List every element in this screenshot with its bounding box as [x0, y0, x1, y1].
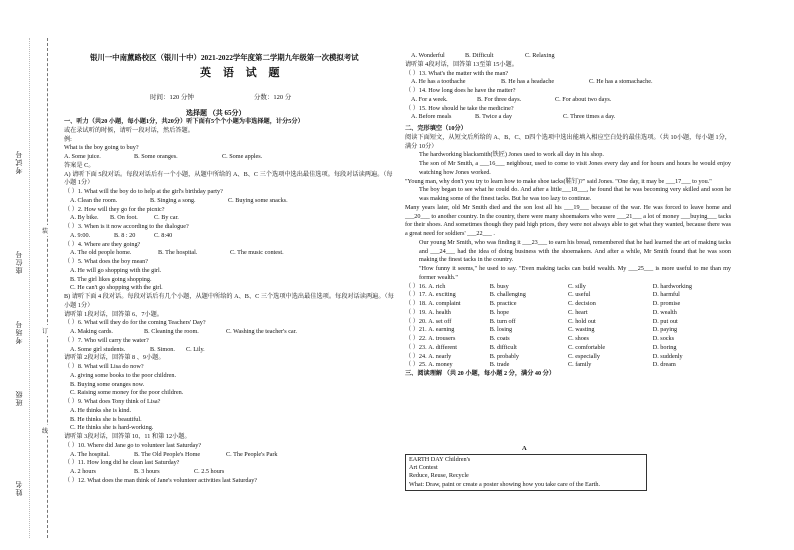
option: B. 8 : 20	[114, 231, 136, 239]
margin-label-room: 考场号	[15, 320, 23, 344]
cloze-option: B. trade	[489, 361, 510, 369]
option: C. The People's Park	[226, 450, 278, 458]
question-3-options	[64, 232, 398, 241]
cloze-option: （ ）19. A. health	[405, 308, 451, 316]
cloze-option: （ ）17. A. exciting	[405, 291, 456, 299]
cloze-option: C. especially	[567, 352, 600, 360]
part-b-instruction: B) 请听下面 4 段对话。每段对话后有几个小题，从题中所给的 A、B、C 三个选项中选出最佳选项。每段对话读两遍。（每小题 1分）	[64, 293, 394, 309]
option: A. For a week.	[411, 95, 448, 103]
question-9-option-c: C. He thinks she is hard-working.	[70, 424, 154, 432]
question-1-options	[64, 197, 398, 206]
margin-label-seat: 座位号	[15, 250, 23, 274]
cloze-option-row	[405, 344, 731, 353]
question-15: （ ）15. How should he take the medicine?	[405, 104, 514, 112]
option: A. By bike.	[70, 214, 99, 222]
cloze-option: D. put out	[652, 317, 678, 325]
section-1-title: 一、听力（共20 小题，每小题1分，共20分）听下面有5个个小题为非选择题，计分5分）	[64, 118, 304, 125]
passage-p5: Many years later, old Mr Smith died and the son lost all his ___19___ because of the war. He was forced to leave home and ___20___ to another country. In the country, there were many shoemakers who were ___21___ a lot of money ___buying___ tacks for their shoes. And sometimes though they paid high prices, they were not always able to get what they wanted, because there was a great need for soldiers' ___22___ .	[405, 203, 731, 237]
option: B. Twice a day	[475, 113, 512, 121]
option: A. Some girl students.	[70, 345, 126, 353]
option: B. Cleaning the room.	[144, 328, 199, 335]
cloze-option: （ ）23. A. different	[405, 343, 457, 351]
question-4-options	[64, 249, 398, 258]
cloze-option: （ ）16. A. rich	[405, 282, 446, 290]
question-14-options	[405, 96, 785, 105]
cloze-option: C. comfortable	[567, 343, 606, 351]
question-8-option-b: B. Buying some oranges now.	[70, 380, 145, 388]
option: B. Singing a song.	[150, 196, 196, 204]
cloze-option: （ ）18. A. complaint	[405, 300, 461, 307]
cloze-option-row	[405, 326, 731, 335]
cloze-option: C. heart	[567, 308, 588, 316]
question-9-option-a: A. He thinks she is kind.	[70, 406, 132, 414]
cloze-option: D. harmful	[652, 291, 680, 299]
question-5: （ ）5. What does the boy mean?	[64, 258, 149, 265]
cloze-option-row	[405, 283, 731, 292]
dialog-3-note: 请听第 3段对话，回答第 10、11 和第 12小题。	[64, 433, 191, 440]
margin-label-examno: 考试号	[15, 150, 23, 174]
dialog-4-note: 请听第 4段对话，回答第 13至第 15小题。	[405, 60, 518, 68]
cloze-options-table	[405, 283, 731, 371]
option: C. The music contest.	[230, 249, 284, 257]
passage-p6: Our young Mr Smith, who was finding it ___23___ to earn his bread, remembered that he had learned the art of making tacks and ___24___ had the idea of doing business with the shoemakers. And after a while, Mr Smith found that he was soon making the finest tacks in the country.	[419, 238, 731, 264]
cloze-option-row	[405, 335, 731, 344]
question-11-options	[64, 468, 398, 477]
passage-p1: The hardworking blacksmith(铁匠) Jones used to work all day in his shop.	[419, 151, 604, 159]
cloze-option-row	[405, 353, 731, 362]
cloze-option: B. probably	[489, 352, 519, 360]
cloze-option: D. wealth	[652, 308, 677, 316]
passage-p4: The boy began to see what he could do. And after a little___18___, he found that he was becoming very skilled and soon he was making some of the finest tacks. But he was too lazy to continue.	[419, 186, 731, 202]
option: A. 2 hours	[70, 468, 96, 475]
cloze-option: B. challenging	[489, 291, 526, 299]
question-4: （ ）4. Where are they going?	[64, 240, 141, 248]
exam-score: 分数：120 分	[253, 94, 292, 101]
section-3-title: 三、阅读理解 （共 20 小题，每小题 2 分，满分 40 分）	[405, 370, 556, 377]
question-5-option-c: C. He can't go shopping with the girl.	[70, 284, 163, 292]
option: B. On foot.	[110, 214, 138, 222]
example-option-c: C. Some apples.	[222, 153, 263, 160]
cloze-option: （ ）21. A. earning	[405, 326, 455, 334]
option: C. Lily.	[186, 345, 205, 353]
option: B. Difficult	[465, 52, 494, 59]
question-5-option-b: B. The girl likes going shopping.	[70, 275, 152, 283]
option: A. Clean the room.	[70, 196, 118, 204]
option: A. He has a toothache	[411, 78, 466, 86]
option: C. Relaxing	[525, 52, 555, 59]
exam-title: 银川一中南薰路校区（银川十中）2021-2022学年度第二学期九年级第一次模拟考试	[90, 53, 359, 62]
margin-mark-1: 装	[42, 225, 48, 236]
part-one-title: 选择题 （共 65分）	[186, 109, 246, 117]
question-12: （ ）12. What does the man think of Jane's volunteer activities last Saturday?	[64, 476, 258, 484]
cloze-option: D. boring	[652, 343, 677, 351]
section-1-instruction: 或在录试听的时候，请听一段对话，然后答题。	[64, 126, 194, 134]
cloze-option: C. useful	[567, 291, 591, 299]
option: A. Making cards.	[70, 328, 113, 335]
option: B. 3 hours	[134, 468, 160, 475]
time-score-info	[150, 92, 351, 101]
option: B. For three days.	[477, 95, 522, 103]
cloze-option: D. promise	[652, 300, 681, 307]
section-2-title: 二、完形填空（10分）	[405, 125, 467, 132]
option: B. The hospital.	[158, 249, 198, 257]
box-line-3: Reduce, Reuse, Recycle	[409, 472, 469, 480]
example-question: What is the boy going to buy?	[64, 144, 139, 152]
question-6: （ ）6. What will they do for the coming Teachers' Day?	[64, 319, 206, 327]
option: C. By car.	[154, 214, 179, 222]
cloze-option: B. turn off	[489, 317, 516, 325]
option: B. The Old People's Home	[134, 450, 201, 458]
dialog-2-note: 请听第 2段对话，回答第 8 、9小题。	[64, 354, 165, 362]
margin-mark-3: 线	[42, 425, 48, 436]
section-2-instruction: 阅读下面短文，从短文后所给的 A、B、C、D四个选项中选出能填入相应空白处的最佳选项。（共 10小题，每小题 1分，满分 10分）	[405, 133, 731, 150]
option: B. He has a headache	[501, 78, 555, 86]
question-5-option-a: A. He will go shopping with the girl.	[70, 266, 162, 274]
margin-dotted-line	[29, 38, 30, 538]
cloze-option: B. losing	[489, 326, 513, 334]
example-options	[64, 153, 398, 162]
cloze-option: C. shoes	[567, 335, 589, 342]
question-8-option-a: A. giving some books to the poor children.	[70, 371, 177, 379]
option: C. 2.5 hours	[194, 468, 225, 475]
question-14: （ ）14. How long does he have the matter?	[405, 87, 516, 94]
margin-label-name: 姓名	[15, 480, 23, 496]
subject-title: 英 语 试 题	[200, 66, 284, 79]
cloze-option: （ ）20. A. set off	[405, 317, 452, 325]
option: A. 9:00.	[70, 231, 91, 239]
option: C. Washing the teacher's car.	[226, 328, 297, 335]
box-line-1: EARTH DAY Children's	[409, 456, 471, 463]
cloze-option: B. hope	[489, 308, 509, 316]
cloze-option: B. busy	[489, 282, 509, 290]
cloze-option: D. hardworking	[652, 282, 692, 290]
margin-dashed-line	[47, 38, 48, 538]
reading-a-box	[405, 454, 647, 491]
option: C. He has a stomachache.	[589, 78, 653, 86]
option: B. Simon.	[150, 345, 175, 353]
margin-mark-2: 订	[42, 325, 48, 336]
box-line-2: Art Contest	[409, 464, 438, 472]
cloze-option: D. suddenly	[652, 352, 683, 360]
cloze-option-row	[405, 309, 731, 318]
example-label: 例:	[64, 135, 72, 143]
example-option-b: B. Some oranges.	[134, 153, 178, 160]
cloze-option: C. hold out	[567, 317, 596, 325]
dialog-1-note: 请听第 1段对话，回答第 6、7小题。	[64, 310, 163, 318]
cloze-option: B. coats	[489, 335, 510, 342]
option: C. Buying some snacks.	[228, 196, 288, 204]
question-11: （ ）11. How long did he clean last Saturday?	[64, 459, 180, 467]
example-answer: 答案是 C。	[64, 161, 95, 169]
cloze-option: B. practice	[489, 300, 517, 307]
cloze-option: B. difficult	[489, 343, 517, 351]
cloze-option-row	[405, 318, 731, 327]
binding-margin	[0, 20, 60, 540]
example-option-a: A. Some juice.	[64, 153, 101, 160]
question-15-options	[405, 113, 785, 122]
reading-passage-letter: A	[522, 445, 527, 452]
option: A. The hospital.	[70, 450, 110, 458]
question-1: （ ）1. What will the boy do to help at the girl's birthday party?	[64, 188, 223, 195]
question-2-options	[64, 214, 398, 223]
passage-p2: The son of Mr Smith, a ___16___ neighbour, used to come to visit Jones every day and for hours and hours he would enjoy watching how Jones worked.	[419, 160, 731, 176]
cloze-option: C. wasting	[567, 326, 595, 334]
option: C. 8:40	[154, 231, 173, 239]
question-9-option-b: B. He thinks she is beautiful.	[70, 415, 142, 423]
question-12-options	[405, 52, 785, 61]
passage-p3: "Young man, why don't you try to learn how to make shoe tacks(鞋钉)?" said Jones. "One day, it may be ___17___ to you."	[405, 177, 712, 185]
cloze-option: C. decision	[567, 300, 596, 307]
option: C. Three times a day.	[563, 113, 616, 121]
cloze-option: C. silly	[567, 282, 586, 290]
question-13: （ ）13. What's the matter with the man?	[405, 69, 509, 77]
question-10-options	[64, 451, 398, 460]
cloze-option-row	[405, 291, 731, 300]
option: C. For about two days.	[555, 95, 612, 103]
margin-label-class: 班级	[15, 390, 23, 406]
question-2: （ ）2. How will they go for the picnic?	[64, 205, 165, 213]
cloze-option: （ ）24. A. nearly	[405, 352, 452, 360]
exam-time: 时间：120 分钟	[150, 94, 194, 101]
option: A. Before meals	[411, 113, 452, 121]
question-7: （ ）7. Who will carry the water?	[64, 336, 149, 344]
question-13-options	[405, 78, 785, 87]
listening-section	[64, 118, 398, 486]
option: A. Wonderful	[411, 52, 445, 59]
cloze-option: （ ）25. A. money	[405, 361, 453, 369]
part-a-instruction: A) 请听下面 5段对话。每段对话后有一个小题，从题中所给的 A、B、C 三个选项中选出最佳选项。每段对话读两遍。（每小题 1分）	[64, 170, 393, 187]
passage-p7: "How funny it seems," he used to say. "Even making tacks can build wealth. My ___25___ is more useful to me than my former wealth."	[419, 265, 731, 281]
cloze-option-row	[405, 361, 731, 370]
question-8-option-c: C. Raising some money for the poor children.	[70, 389, 184, 397]
question-8: （ ）8. What will Lisa do now?	[64, 363, 144, 370]
box-line-4: What: Draw, paint or create a poster showing how you take care of the Earth.	[409, 480, 600, 488]
cloze-option: D. paying	[652, 326, 678, 334]
cloze-option-row	[405, 300, 731, 309]
cloze-option: D. dream	[652, 361, 676, 369]
question-6-options	[64, 328, 398, 337]
question-10: （ ）10. Where did Jane go to volunteer last Saturday?	[64, 441, 202, 449]
question-7-options	[64, 346, 398, 355]
cloze-option: C. family	[567, 361, 592, 369]
right-column	[405, 52, 785, 379]
question-3: （ ）3. When is it now according to the dialogue?	[64, 223, 189, 230]
question-9: （ ）9. What does Tony think of Lisa?	[64, 398, 161, 405]
cloze-option: D. socks	[652, 335, 675, 342]
cloze-option: （ ）22. A. trousers	[405, 335, 456, 342]
option: A. The old people home.	[70, 249, 132, 257]
